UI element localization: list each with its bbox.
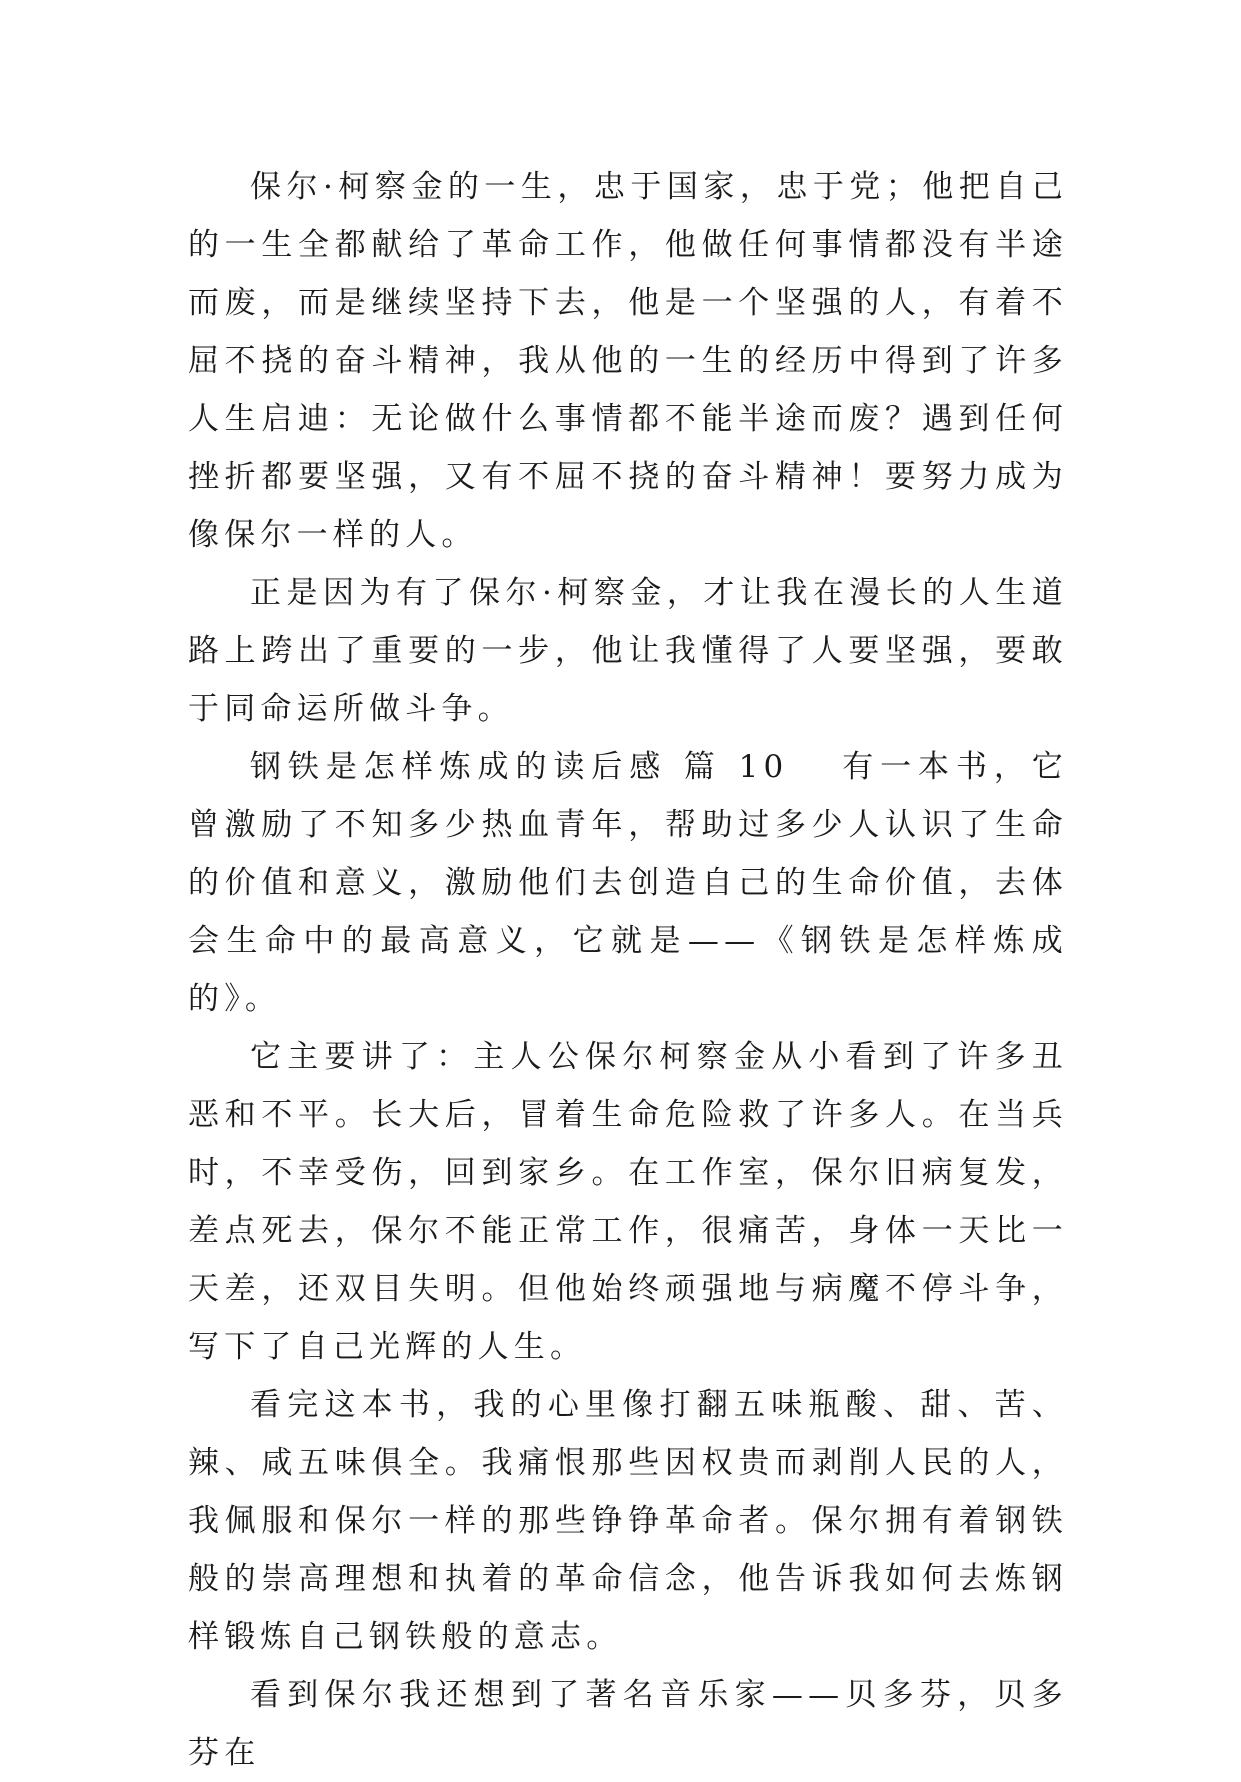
paragraph-2: 正是因为有了保尔·柯察金，才让我在漫长的人生道路上跨出了重要的一步，他让我懂得了人要坚强，要敢于同命运所做斗争。 (188, 575, 1068, 727)
paragraph-6: 看到保尔我还想到了著名音乐家——贝多芬，贝多芬在 (188, 1677, 1068, 1771)
section-paragraph-text: 有一本书，它曾激励了不知多少热血青年，帮助过多少人认识了生命的价值和意义，激励他们去创造自己的生命价值，去体会生命中的最高意义，它就是——《钢铁是怎样炼成的》。 (188, 749, 1068, 1017)
paragraph-5: 看完这本书，我的心里像打翻五味瓶酸、甜、苦、辣、咸五味俱全。我痛恨那些因权贵而剥削人民的人，我佩服和保尔一样的那些铮铮革命者。保尔拥有着钢铁般的崇高理想和执着的革命信念，他告诉我如何去炼钢样锻炼自己钢铁般的意志。 (188, 1387, 1068, 1655)
paragraph-1: 保尔·柯察金的一生，忠于国家，忠于党；他把自己的一生全都献给了革命工作，他做任何事情都没有半途而废，而是继续坚持下去，他是一个坚强的人，有着不屈不挠的奋斗精神，我从他的一生的经历中得到了许多人生启迪：无论做什么事情都不能半途而废？遇到任何挫折都要坚强，又有不屈不挠的奋斗精神！要努力成为像保尔一样的人。 (188, 169, 1068, 553)
section-paragraph (188, 738, 1068, 1028)
paragraph-4: 它主要讲了：主人公保尔柯察金从小看到了许多丑恶和不平。长大后，冒着生命危险救了许多人。在当兵时，不幸受伤，回到家乡。在工作室，保尔旧病复发，差点死去，保尔不能正常工作，很痛苦，身体一天比一天差，还双目失明。但他始终顽强地与病魔不停斗争，写下了自己光辉的人生。 (188, 1039, 1068, 1365)
document-body (188, 158, 1068, 1782)
section-heading: 钢铁是怎样炼成的读后感 篇 10 (250, 749, 789, 785)
